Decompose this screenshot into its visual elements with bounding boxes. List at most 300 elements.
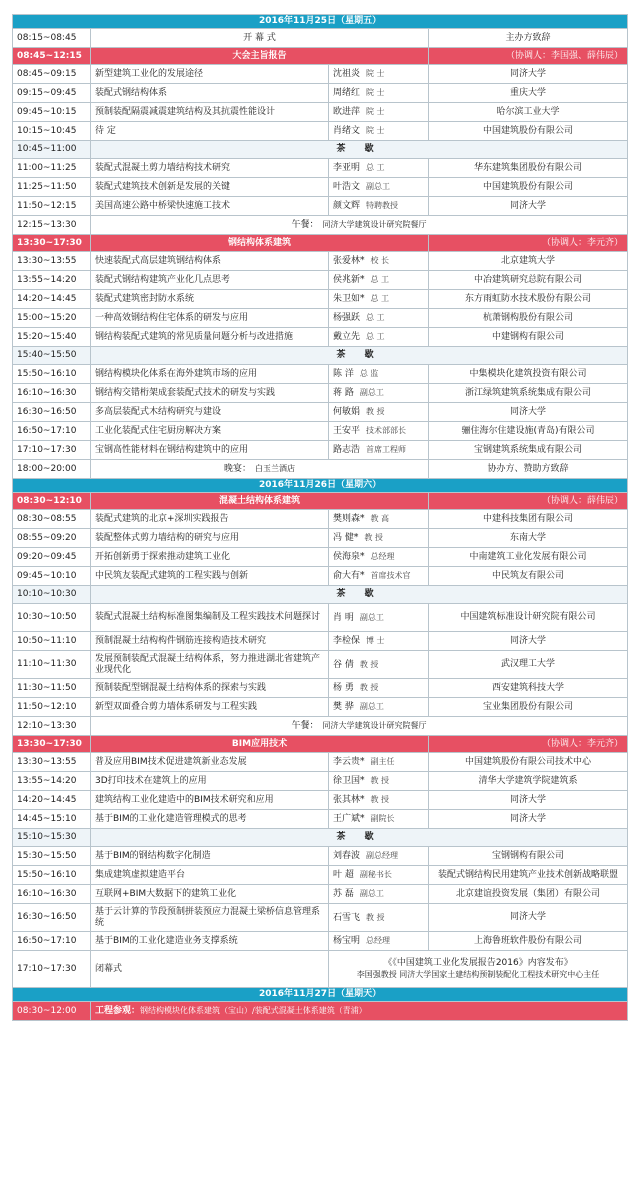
talk-title: 3D打印技术在建筑上的应用 xyxy=(91,772,329,791)
talk-time: 15:30~15:50 xyxy=(13,847,91,866)
talk-organization: 同济大学 xyxy=(429,197,628,216)
talk-organization: 杭萧钢构股份有限公司 xyxy=(429,309,628,328)
speaker-role: 总经理 xyxy=(366,936,391,945)
talk-title: 基于BIM的工业化建造业务支撑系统 xyxy=(91,932,329,951)
talk-title: 待 定 xyxy=(91,122,329,141)
meal-row xyxy=(13,216,628,235)
talk-speaker xyxy=(329,753,429,772)
talk-time: 16:30~16:50 xyxy=(13,904,91,932)
talk-title: 装配式混凝土剪力墙结构技术研究 xyxy=(91,159,329,178)
talk-time: 14:20~14:45 xyxy=(13,290,91,309)
speaker-role: 总 工 xyxy=(370,275,390,284)
meal-venue: 白玉兰酒店 xyxy=(255,464,295,473)
visit-label: 工程参观： xyxy=(95,1006,141,1016)
talk-title: 建筑结构工业化建造中的BIM技术研究和应用 xyxy=(91,791,329,810)
talk-time: 11:50~12:15 xyxy=(13,197,91,216)
speaker-name: 俞大有* xyxy=(333,571,365,581)
session-header xyxy=(13,48,628,65)
talk-speaker xyxy=(329,290,429,309)
meal-info xyxy=(91,216,628,235)
day-date: 2016年11月26日（星期六） xyxy=(13,479,628,493)
talk-time: 09:45~10:15 xyxy=(13,103,91,122)
talk-title: 互联网+BIM大数据下的建筑工业化 xyxy=(91,885,329,904)
talk-time: 16:50~17:10 xyxy=(13,422,91,441)
speaker-role: 教 授 xyxy=(364,533,383,542)
talk-organization: 宝钢建筑系统集成有限公司 xyxy=(429,441,628,460)
talk-time: 15:50~16:10 xyxy=(13,866,91,885)
talk-organization: 华东建筑集团股份有限公司 xyxy=(429,159,628,178)
speaker-name: 路志浩 xyxy=(333,445,361,455)
talk-speaker xyxy=(329,422,429,441)
speaker-name: 徐卫国* xyxy=(333,776,365,786)
speaker-name: 肖绪文 xyxy=(333,126,361,136)
talk-row xyxy=(13,932,628,951)
talk-time: 11:50~12:10 xyxy=(13,698,91,717)
talk-time: 11:00~11:25 xyxy=(13,159,91,178)
speaker-role: 院 士 xyxy=(366,126,385,135)
break-time: 10:45~11:00 xyxy=(13,141,91,159)
speaker-name: 侯兆新* xyxy=(333,275,365,285)
talk-row xyxy=(13,885,628,904)
speaker-role: 首席技术官 xyxy=(370,571,411,580)
talk-organization: 同济大学 xyxy=(429,791,628,810)
closing-label: 闭幕式 xyxy=(91,951,329,988)
talk-time: 10:50~11:10 xyxy=(13,632,91,651)
talk-time: 09:45~10:10 xyxy=(13,567,91,586)
speaker-name: 周绪红 xyxy=(333,88,361,98)
talk-organization: 中国建筑股份有限公司 xyxy=(429,178,628,197)
meal-label: 晚宴： xyxy=(223,464,251,474)
speaker-role: 教 授 xyxy=(370,776,390,785)
session-header xyxy=(13,736,628,753)
talk-row xyxy=(13,604,628,632)
speaker-role: 特聘教授 xyxy=(366,201,399,210)
closing-info xyxy=(329,951,628,988)
speaker-name: 杨宝明 xyxy=(333,936,361,946)
talk-time: 08:55~09:20 xyxy=(13,529,91,548)
day-header xyxy=(13,479,628,493)
talk-speaker xyxy=(329,866,429,885)
talk-time: 11:10~11:30 xyxy=(13,651,91,679)
tea-break-row xyxy=(13,829,628,847)
talk-row xyxy=(13,328,628,347)
talk-time: 11:30~11:50 xyxy=(13,679,91,698)
talk-time: 17:10~17:30 xyxy=(13,441,91,460)
talk-title: 快速装配式高层建筑钢结构体系 xyxy=(91,252,329,271)
talk-row xyxy=(13,441,628,460)
opening-note: 主办方致辞 xyxy=(429,29,628,48)
speaker-role: 教 授 xyxy=(359,659,379,669)
talk-speaker xyxy=(329,567,429,586)
talk-organization: 东南大学 xyxy=(429,529,628,548)
talk-organization: 东方雨虹防水技术股份有限公司 xyxy=(429,290,628,309)
talk-row xyxy=(13,753,628,772)
session-coordinator: （协调人：李元齐） xyxy=(429,235,628,252)
talk-speaker xyxy=(329,178,429,197)
session-coordinator: （协调人：李国强、薛伟辰） xyxy=(429,48,628,65)
talk-speaker xyxy=(329,103,429,122)
speaker-role: 副秘书长 xyxy=(359,870,392,879)
speaker-role: 教 授 xyxy=(366,912,385,922)
talk-row xyxy=(13,810,628,829)
speaker-name: 叶浩文 xyxy=(333,182,361,192)
speaker-name: 欧进萍 xyxy=(333,107,361,117)
visit-time: 08:30~12:00 xyxy=(13,1002,91,1021)
agenda-body xyxy=(13,15,628,1021)
talk-organization: 上海鲁班软件股份有限公司 xyxy=(429,932,628,951)
speaker-role: 教 授 xyxy=(366,407,385,416)
closing-presenter: 李国强教授 同济大学国家土建结构预制装配化工程技术研究中心主任 xyxy=(356,970,600,979)
speaker-name: 张爱林* xyxy=(333,256,365,266)
speaker-name: 李亚明 xyxy=(333,163,361,173)
talk-row xyxy=(13,84,628,103)
talk-row xyxy=(13,651,628,679)
speaker-name: 王安平 xyxy=(333,426,361,436)
speaker-role: 博 士 xyxy=(366,636,385,645)
meal-label: 午餐： xyxy=(291,721,319,731)
talk-title: 新型双面叠合剪力墙体系研发与工程实践 xyxy=(91,698,329,717)
talk-time: 16:10~16:30 xyxy=(13,384,91,403)
closing-release: 《《中国建筑工业化发展报告2016》内容发布》 xyxy=(383,958,573,968)
speaker-name: 李云贵* xyxy=(333,757,365,767)
talk-title: 钢结构模块化体系在海外建筑市场的应用 xyxy=(91,365,329,384)
talk-speaker xyxy=(329,904,429,932)
talk-row xyxy=(13,290,628,309)
talk-time: 10:30~10:50 xyxy=(13,604,91,632)
talk-title: 中民筑友装配式建筑的工程实践与创新 xyxy=(91,567,329,586)
talk-time: 16:50~17:10 xyxy=(13,932,91,951)
talk-organization: 同济大学 xyxy=(429,904,628,932)
talk-title: 装配式建筑密封防水系统 xyxy=(91,290,329,309)
speaker-name: 王广斌* xyxy=(333,814,365,824)
speaker-name: 杨强跃 xyxy=(333,313,361,323)
talk-title: 美国高速公路中桥梁快速施工技术 xyxy=(91,197,329,216)
meal-info xyxy=(91,717,628,736)
talk-organization: 北京建谊投资发展（集团）有限公司 xyxy=(429,885,628,904)
talk-row xyxy=(13,309,628,328)
talk-organization: 中国建筑股份有限公司技术中心 xyxy=(429,753,628,772)
speaker-name: 侯海泉* xyxy=(333,552,365,562)
speaker-role: 副主任 xyxy=(370,757,395,766)
talk-speaker xyxy=(329,328,429,347)
talk-time: 16:10~16:30 xyxy=(13,885,91,904)
talk-organization: 中集模块化建筑投资有限公司 xyxy=(429,365,628,384)
talk-row xyxy=(13,252,628,271)
talk-row xyxy=(13,791,628,810)
talk-title: 装配整体式剪力墙结构的研究与应用 xyxy=(91,529,329,548)
break-label: 茶 歇 xyxy=(91,347,628,365)
talk-speaker xyxy=(329,632,429,651)
speaker-role: 校 长 xyxy=(370,256,390,265)
talk-organization: 中国建筑股份有限公司 xyxy=(429,122,628,141)
talk-organization: 骊住海尔住建设施(青岛)有限公司 xyxy=(429,422,628,441)
talk-speaker xyxy=(329,679,429,698)
talk-row xyxy=(13,65,628,84)
talk-speaker xyxy=(329,403,429,422)
speaker-name: 谷 倩 xyxy=(333,659,354,670)
talk-organization: 北京建筑大学 xyxy=(429,252,628,271)
session-time: 08:45~12:15 xyxy=(13,48,91,65)
talk-time: 13:55~14:20 xyxy=(13,271,91,290)
day-header xyxy=(13,988,628,1002)
speaker-role: 院 士 xyxy=(366,107,385,116)
talk-speaker xyxy=(329,810,429,829)
opening-row xyxy=(13,29,628,48)
talk-organization: 浙江绿筑建筑系统集成有限公司 xyxy=(429,384,628,403)
talk-row xyxy=(13,904,628,932)
speaker-role: 首席工程师 xyxy=(366,445,407,454)
speaker-role: 副院长 xyxy=(370,814,395,823)
day-date: 2016年11月27日（星期天） xyxy=(13,988,628,1002)
talk-speaker xyxy=(329,772,429,791)
speaker-name: 叶 超 xyxy=(333,870,354,880)
speaker-role: 技术部部长 xyxy=(366,426,407,435)
day-date: 2016年11月25日（星期五） xyxy=(13,15,628,29)
tea-break-row xyxy=(13,141,628,159)
speaker-role: 副总工 xyxy=(359,702,384,711)
talk-speaker xyxy=(329,384,429,403)
talk-speaker xyxy=(329,441,429,460)
talk-row xyxy=(13,510,628,529)
talk-organization: 中建钢构有限公司 xyxy=(429,328,628,347)
talk-speaker xyxy=(329,791,429,810)
talk-organization: 哈尔滨工业大学 xyxy=(429,103,628,122)
talk-speaker xyxy=(329,529,429,548)
site-visit-row xyxy=(13,1002,628,1021)
talk-title: 钢结构交错桁架成套装配式技术的研发与实践 xyxy=(91,384,329,403)
talk-organization: 同济大学 xyxy=(429,65,628,84)
talk-title: 工业化装配式住宅厨房解决方案 xyxy=(91,422,329,441)
talk-time: 09:20~09:45 xyxy=(13,548,91,567)
speaker-name: 李检保 xyxy=(333,636,361,646)
meal-label: 午餐： xyxy=(291,220,319,230)
talk-speaker xyxy=(329,84,429,103)
session-time: 13:30~17:30 xyxy=(13,235,91,252)
break-time: 15:10~15:30 xyxy=(13,829,91,847)
talk-time: 15:50~16:10 xyxy=(13,365,91,384)
session-time: 13:30~17:30 xyxy=(13,736,91,753)
talk-speaker xyxy=(329,847,429,866)
speaker-name: 樊 骅 xyxy=(333,702,354,712)
talk-title: 一种高效钢结构住宅体系的研发与应用 xyxy=(91,309,329,328)
talk-speaker xyxy=(329,885,429,904)
talk-title: 预制装配隔震减震建筑结构及其抗震性能设计 xyxy=(91,103,329,122)
speaker-name: 樊则森* xyxy=(333,514,365,524)
session-header xyxy=(13,493,628,510)
visit-info xyxy=(91,1002,628,1021)
talk-row xyxy=(13,122,628,141)
talk-time: 09:15~09:45 xyxy=(13,84,91,103)
speaker-role: 总 工 xyxy=(366,313,385,322)
talk-speaker xyxy=(329,271,429,290)
speaker-name: 肖 明 xyxy=(333,612,354,623)
talk-title: 开拓创新勇于探索推动建筑工业化 xyxy=(91,548,329,567)
speaker-role: 副总工 xyxy=(359,612,384,622)
break-label: 茶 歇 xyxy=(91,141,628,159)
talk-speaker xyxy=(329,651,429,679)
speaker-role: 副总工 xyxy=(359,889,384,898)
session-coordinator: （协调人：李元齐） xyxy=(429,736,628,753)
talk-title: 基于云计算的节段预制拼装预应力混凝土梁桥信息管理系统 xyxy=(91,904,329,932)
speaker-name: 陈 洋 xyxy=(333,369,354,379)
talk-organization: 中南建筑工业化发展有限公司 xyxy=(429,548,628,567)
speaker-role: 院 士 xyxy=(366,69,385,78)
talk-organization: 同济大学 xyxy=(429,810,628,829)
session-title: 大会主旨报告 xyxy=(91,48,429,65)
talk-title: 集成建筑虚拟建造平台 xyxy=(91,866,329,885)
visit-sites: 钢结构模块化体系建筑（宝山）/装配式混凝土体系建筑（青浦） xyxy=(140,1006,367,1015)
talk-title: 基于BIM的钢结构数字化制造 xyxy=(91,847,329,866)
speaker-name: 石雪飞 xyxy=(333,912,361,923)
talk-title: 装配式建筑的北京+深圳实践报告 xyxy=(91,510,329,529)
talk-title: 宝钢高性能材料在钢结构建筑中的应用 xyxy=(91,441,329,460)
speaker-name: 苏 磊 xyxy=(333,889,354,899)
session-coordinator: （协调人：薛伟辰） xyxy=(429,493,628,510)
opening-time: 08:15~08:45 xyxy=(13,29,91,48)
speaker-role: 教 授 xyxy=(359,683,379,692)
speaker-role: 总 工 xyxy=(370,294,390,303)
talk-speaker xyxy=(329,365,429,384)
talk-speaker xyxy=(329,548,429,567)
talk-row xyxy=(13,103,628,122)
speaker-role: 副总工 xyxy=(366,182,391,191)
talk-row xyxy=(13,866,628,885)
talk-title: 预制混凝土结构构件钢筋连接构造技术研究 xyxy=(91,632,329,651)
talk-organization: 西安建筑科技大学 xyxy=(429,679,628,698)
speaker-name: 颜文辉 xyxy=(333,201,361,211)
meal-row xyxy=(13,717,628,736)
talk-organization: 中建科技集团有限公司 xyxy=(429,510,628,529)
talk-title: 装配式建筑技术创新是发展的关键 xyxy=(91,178,329,197)
talk-row xyxy=(13,271,628,290)
talk-time: 14:45~15:10 xyxy=(13,810,91,829)
speaker-role: 副总经理 xyxy=(366,851,399,860)
talk-organization: 清华大学建筑学院建筑系 xyxy=(429,772,628,791)
speaker-role: 院 士 xyxy=(366,88,385,97)
talk-row xyxy=(13,422,628,441)
talk-organization: 宝钢钢构有限公司 xyxy=(429,847,628,866)
talk-row xyxy=(13,365,628,384)
talk-title: 装配式钢结构建筑产业化几点思考 xyxy=(91,271,329,290)
session-title: 钢结构体系建筑 xyxy=(91,235,429,252)
break-time: 10:10~10:30 xyxy=(13,586,91,604)
meal-venue: 同济大学建筑设计研究院餐厅 xyxy=(322,721,427,730)
meal-remarks: 协办方、赞助方致辞 xyxy=(429,460,628,479)
talk-title: 装配式混凝土结构标准图集编制及工程实践技术问题探讨 xyxy=(91,604,329,632)
closing-row xyxy=(13,951,628,988)
talk-title: 基于BIM的工业化建造管理模式的思考 xyxy=(91,810,329,829)
talk-row xyxy=(13,567,628,586)
talk-row xyxy=(13,403,628,422)
talk-time: 13:30~13:55 xyxy=(13,753,91,772)
session-time: 08:30~12:10 xyxy=(13,493,91,510)
speaker-name: 朱卫如* xyxy=(333,294,365,304)
talk-time: 16:30~16:50 xyxy=(13,403,91,422)
meal-venue: 同济大学建筑设计研究院餐厅 xyxy=(322,220,427,229)
talk-speaker xyxy=(329,604,429,632)
talk-row xyxy=(13,548,628,567)
talk-speaker xyxy=(329,122,429,141)
speaker-role: 总经理 xyxy=(370,552,395,561)
closing-time: 17:10~17:30 xyxy=(13,951,91,988)
tea-break-row xyxy=(13,347,628,365)
talk-time: 11:25~11:50 xyxy=(13,178,91,197)
break-label: 茶 歇 xyxy=(91,829,628,847)
session-header xyxy=(13,235,628,252)
speaker-role: 教 授 xyxy=(370,795,390,804)
talk-title: 预制装配型钢混凝土结构体系的探索与实践 xyxy=(91,679,329,698)
talk-organization: 宝业集团股份有限公司 xyxy=(429,698,628,717)
talk-row xyxy=(13,632,628,651)
talk-row xyxy=(13,159,628,178)
speaker-role: 总 工 xyxy=(366,163,385,172)
speaker-name: 蒋 路 xyxy=(333,388,354,398)
talk-speaker xyxy=(329,698,429,717)
speaker-role: 总 监 xyxy=(359,369,379,378)
conference-agenda-table xyxy=(12,14,628,1021)
speaker-role: 教 高 xyxy=(370,514,390,523)
talk-time: 13:30~13:55 xyxy=(13,252,91,271)
talk-time: 10:15~10:45 xyxy=(13,122,91,141)
meal-time: 18:00~20:00 xyxy=(13,460,91,479)
talk-organization: 中民筑友有限公司 xyxy=(429,567,628,586)
talk-time: 13:55~14:20 xyxy=(13,772,91,791)
talk-speaker xyxy=(329,252,429,271)
talk-speaker xyxy=(329,932,429,951)
talk-organization: 重庆大学 xyxy=(429,84,628,103)
speaker-name: 戴立先 xyxy=(333,332,361,342)
talk-organization: 装配式钢结构民用建筑产业技术创新战略联盟 xyxy=(429,866,628,885)
talk-organization: 中国建筑标准设计研究院有限公司 xyxy=(429,604,628,632)
talk-organization: 同济大学 xyxy=(429,403,628,422)
talk-speaker xyxy=(329,159,429,178)
speaker-name: 张其林* xyxy=(333,795,365,805)
talk-title: 装配式钢结构体系 xyxy=(91,84,329,103)
talk-row xyxy=(13,178,628,197)
talk-time: 14:20~14:45 xyxy=(13,791,91,810)
speaker-role: 总 工 xyxy=(366,332,385,341)
talk-organization: 中冶建筑研究总院有限公司 xyxy=(429,271,628,290)
talk-row xyxy=(13,772,628,791)
opening-label: 开 幕 式 xyxy=(91,29,429,48)
talk-time: 08:30~08:55 xyxy=(13,510,91,529)
speaker-name: 何敏娟 xyxy=(333,407,361,417)
talk-title: 普及应用BIM技术促进建筑新业态发展 xyxy=(91,753,329,772)
talk-organization: 武汉理工大学 xyxy=(429,651,628,679)
talk-title: 多高层装配式木结构研究与建设 xyxy=(91,403,329,422)
break-time: 15:40~15:50 xyxy=(13,347,91,365)
talk-time: 08:45~09:15 xyxy=(13,65,91,84)
meal-time: 12:10~13:30 xyxy=(13,717,91,736)
speaker-name: 沈祖炎 xyxy=(333,69,361,79)
session-title: BIM应用技术 xyxy=(91,736,429,753)
meal-time: 12:15~13:30 xyxy=(13,216,91,235)
meal-row xyxy=(13,460,628,479)
talk-row xyxy=(13,384,628,403)
tea-break-row xyxy=(13,586,628,604)
talk-row xyxy=(13,679,628,698)
talk-title: 新型建筑工业化的发展途径 xyxy=(91,65,329,84)
speaker-name: 杨 勇 xyxy=(333,683,354,693)
talk-row xyxy=(13,847,628,866)
talk-speaker xyxy=(329,309,429,328)
talk-time: 15:00~15:20 xyxy=(13,309,91,328)
talk-title: 发展预制装配式混凝土结构体系，努力推进湖北省建筑产业现代化 xyxy=(91,651,329,679)
talk-row xyxy=(13,529,628,548)
talk-organization: 同济大学 xyxy=(429,632,628,651)
talk-row xyxy=(13,197,628,216)
talk-title: 钢结构装配式建筑的常见质量问题分析与改进措施 xyxy=(91,328,329,347)
